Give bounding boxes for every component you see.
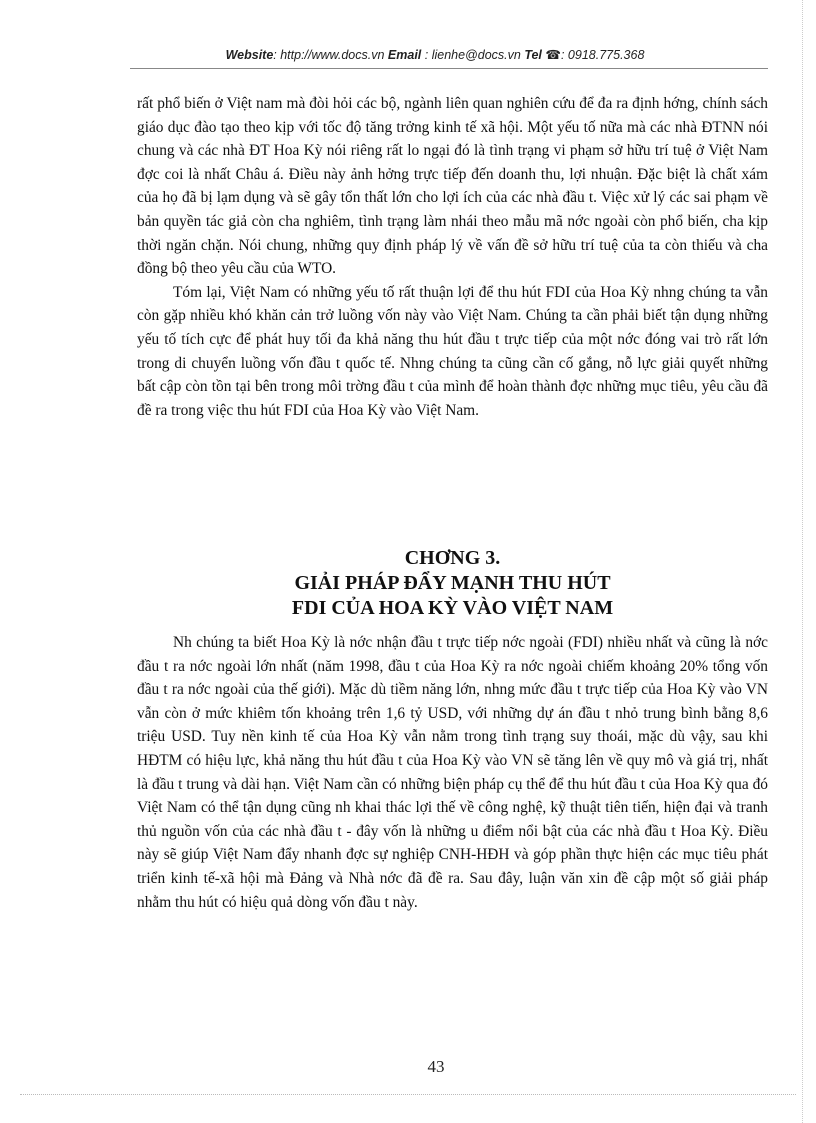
page-header bbox=[100, 47, 770, 62]
page-side-border bbox=[802, 0, 803, 1123]
website-value: : http://www.docs.vn bbox=[273, 48, 388, 62]
email-value: : lienhe@docs.vn bbox=[421, 48, 525, 62]
paragraph: Tóm lại, Việt Nam có những yếu tố rất thuận lợi để thu hút FDI của Hoa Kỳ nhng chúng ta vẫn còn gặp nhiều khó khăn cản trở luồng vốn này vào Việt Nam. Chúng ta cần phải biết tận dụng những yếu tố tích cực để phát huy tối đa khả năng thu hút đầu t trực tiếp của một nớc đóng vai trò rất lớn trong di chuyển luồng vốn đầu t quốc tế. Nhng chúng ta cũng cần cố gắng, nỗ lực giải quyết những bất cập còn tồn tại bên trong môi trờng đầu t của mình để hoàn thành đợc những mục tiêu, yêu cầu đã đề ra trong việc thu hút FDI của Hoa Kỳ vào Việt Nam. bbox=[137, 283, 768, 419]
page-number: 43 bbox=[427, 1057, 445, 1076]
paragraph: rất phổ biến ở Việt nam mà đòi hỏi các bộ, ngành liên quan nghiên cứu để đa ra định hớng, chính sách giáo dục đào tạo theo kịp với tốc độ tăng trởng kinh tế xã hội. Một yếu tố nữa mà các nhà ĐTNN nói chung và các nhà ĐT Hoa Kỳ nói riêng rất lo ngại đó là tình trạng vi phạm sở hữu trí tuệ ở Việt Nam đợc coi là nhất Châu á. Điều này ảnh hởng trực tiếp đến doanh thu, lợi nhuận. Đặc biệt là chất xám của họ đã bị lạm dụng và sẽ gây tổn thất lớn cho lợi ích của các nhà đầu t. Việc xử lý các sai phạm về bản quyền tác giả còn cha nghiêm, tình trạng làm nhái theo mẫu mã nớc ngoài còn phổ biến, cha kịp thời ngăn chặn. Nói chung, những quy định pháp lý về vấn đề sở hữu trí tuệ của ta còn thiếu và cha đồng bộ theo yêu cầu của WTO. bbox=[137, 95, 768, 278]
text-block-bottom bbox=[137, 631, 768, 914]
email-label: Email bbox=[387, 48, 422, 62]
chapter-title-line: GIẢI PHÁP ĐẨY MẠNH THU HÚT bbox=[294, 572, 611, 594]
chapter-title-line: FDI CỦA HOA KỲ VÀO VIỆT NAM bbox=[291, 597, 614, 619]
phone-icon: ☎ bbox=[545, 48, 561, 62]
website-label: Website bbox=[225, 48, 274, 62]
text-block-top bbox=[137, 92, 768, 422]
page-bottom-border bbox=[20, 1094, 796, 1095]
chapter-number: CHƠNG 3. bbox=[404, 547, 501, 569]
tel-value: : 0918.775.368 bbox=[560, 48, 645, 62]
chapter-heading bbox=[137, 546, 768, 621]
paragraph: Nh chúng ta biết Hoa Kỳ là nớc nhận đầu t trực tiếp nớc ngoài (FDI) nhiều nhất và cũng là nớc đầu t ra nớc ngoài lớn nhất (năm 1998, đầu t của Hoa Kỳ ra nớc ngoài chiếm khoảng 20% tổng vốn đầu t ra nớc ngoài của thế giới). Mặc dù tiềm năng lớn, nhng mức đầu t trực tiếp của Hoa Kỳ vào VN vẫn còn ở mức khiêm tốn khoảng trên 1,6 tỷ USD, với những dự án đầu t nhỏ trung bình bằng 8,6 triệu USD. Tuy nền kinh tế của Hoa Kỳ vẫn nằm trong tình trạng suy thoái, mặc dù vậy, sau khi HĐTM có hiệu lực, khả năng thu hút đầu t của Hoa Kỳ vào VN sẽ tăng lên về quy mô và giá trị, nhất là đầu t trung và dài hạn. Việt Nam cần có những biện pháp cụ thể để thu hút đầu t của Hoa Kỳ qua đó Việt Nam có thể tận dụng cũng nh khai thác lợi thế về công nghệ, kỹ thuật tiên tiến, hiện đại và tranh thủ nguồn vốn của các nhà đầu t - đây vốn là những u điểm nổi bật của các nhà đầu t Hoa Kỳ. Điều này sẽ giúp Việt Nam đẩy nhanh đợc sự nghiệp CNH-HĐH và góp phần thực hiện các mục tiêu phát triển kinh tế-xã hội mà Đảng và Nhà nớc đã đề ra. Sau đây, luận văn xin đề cập một số giải pháp nhằm thu hút có hiệu quả dòng vốn đầu t này. bbox=[137, 634, 768, 911]
tel-label: Tel bbox=[524, 48, 542, 62]
header-divider bbox=[130, 68, 768, 69]
